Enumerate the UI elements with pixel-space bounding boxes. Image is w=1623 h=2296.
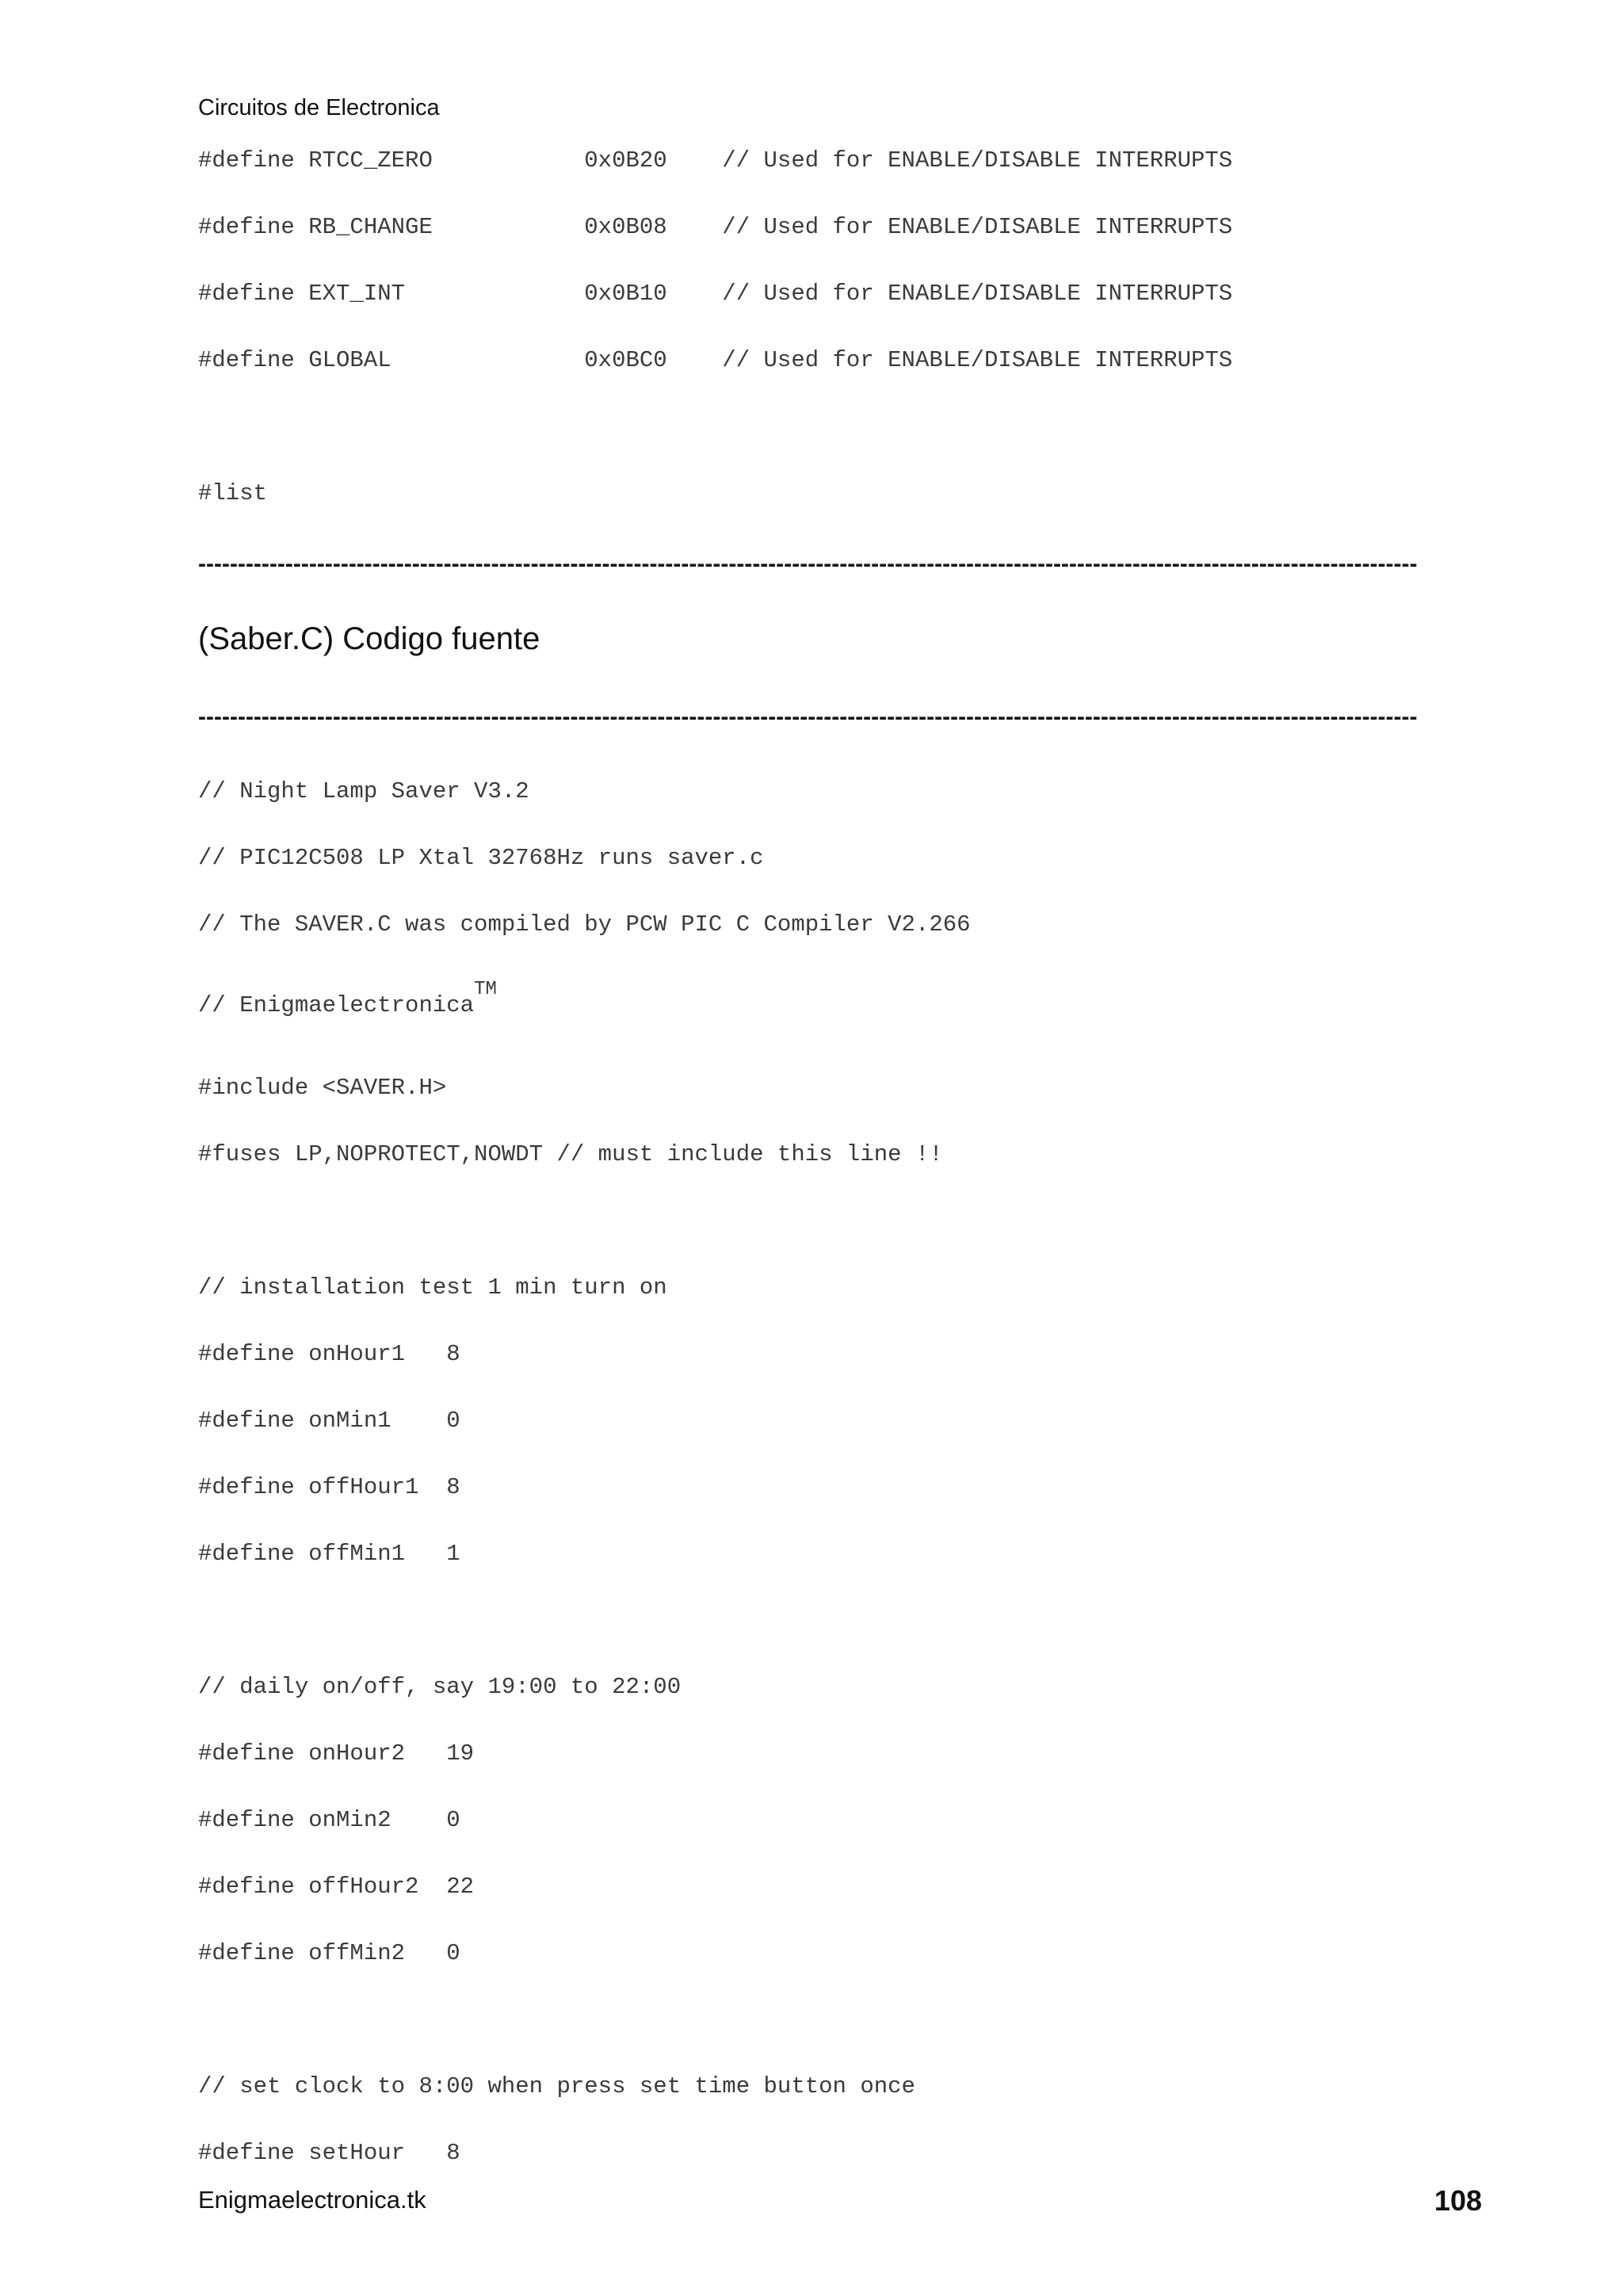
- code-line-list: #list: [198, 480, 268, 506]
- page-header: Circuitos de Electronica: [198, 95, 440, 120]
- comment-daily-onoff: // daily on/off, say 19:00 to 22:00: [198, 1674, 682, 1700]
- fuses-line: #fuses LP,NOPROTECT,NOWDT // must include this line !!: [198, 1141, 943, 1167]
- separator-top: ----------------------------------------------------------------------------------------------------------------------------------------------------------: [198, 551, 1418, 577]
- define-offmin2: #define offMin2 0: [198, 1940, 460, 1966]
- comment-device-line: // PIC12C508 LP Xtal 32768Hz runs saver.c: [198, 845, 764, 871]
- define-onmin1: #define onMin1 0: [198, 1408, 460, 1434]
- comment-installation-test: // installation test 1 min turn on: [198, 1274, 667, 1301]
- separator-bottom: ----------------------------------------------------------------------------------------------------------------------------------------------------------: [198, 704, 1418, 730]
- code-line-rb-change: #define RB_CHANGE 0x0B08 // Used for ENABLE/DISABLE INTERRUPTS: [198, 214, 1233, 240]
- define-sethour: #define setHour 8: [198, 2140, 460, 2166]
- comment-set-clock: // set clock to 8:00 when press set time button once: [198, 2073, 915, 2099]
- comment-compiler-line: // The SAVER.C was compiled by PCW PIC C Compiler V2.266: [198, 911, 971, 938]
- comment-author-line: [198, 979, 497, 1018]
- trademark-mark: TM: [474, 979, 497, 1000]
- comment-title-line: // Night Lamp Saver V3.2: [198, 778, 529, 804]
- code-line-ext-int: #define EXT_INT 0x0B10 // Used for ENABLE/DISABLE INTERRUPTS: [198, 281, 1233, 307]
- define-onhour2: #define onHour2 19: [198, 1740, 475, 1767]
- define-onhour1: #define onHour1 8: [198, 1341, 460, 1367]
- footer-site: Enigmaelectronica.tk: [198, 2186, 426, 2214]
- section-title: (Saber.C) Codigo fuente: [198, 621, 540, 656]
- author-text: // Enigmaelectronica: [198, 992, 475, 1018]
- define-offhour1: #define offHour1 8: [198, 1474, 460, 1500]
- define-offmin1: #define offMin1 1: [198, 1541, 460, 1567]
- define-onmin2: #define onMin2 0: [198, 1807, 460, 1833]
- include-line: #include <SAVER.H>: [198, 1075, 447, 1101]
- page-number: 108: [1434, 2184, 1482, 2217]
- define-offhour2: #define offHour2 22: [198, 1874, 475, 1900]
- code-line-global: #define GLOBAL 0x0BC0 // Used for ENABLE/DISABLE INTERRUPTS: [198, 347, 1233, 373]
- code-line-rtcc-zero: #define RTCC_ZERO 0x0B20 // Used for ENABLE/DISABLE INTERRUPTS: [198, 147, 1233, 174]
